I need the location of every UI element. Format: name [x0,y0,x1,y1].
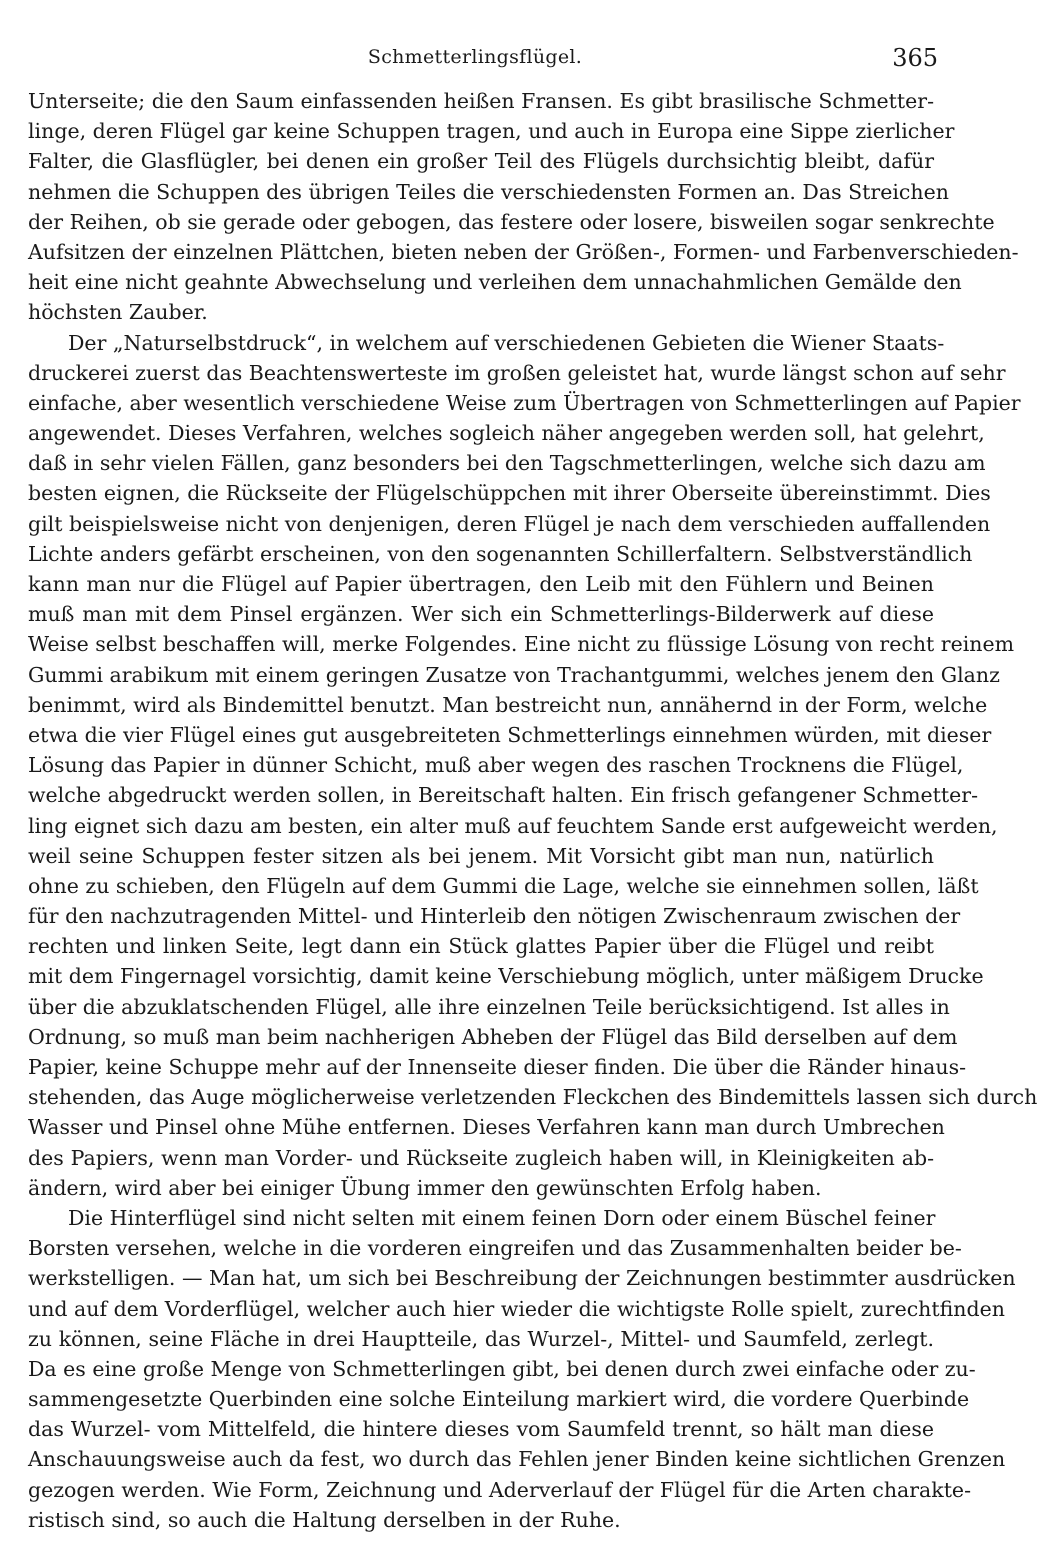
text-line: Die Hinterflügel sind nicht selten mit einem feinen Dorn oder einem Büschel feiner [68,1205,936,1230]
text-line: etwa die vier Flügel eines gut ausgebreiteten Schmetterlings einnehmen würden, mit dieser [28,722,992,747]
text-line: Lichte anders gefärbt erscheinen, von den sogenannten Schillerfaltern. Selbstverständlich [28,541,973,566]
text-line: Unterseite; die den Saum einfassenden heißen Fransen. Es gibt brasilische Schmetter- [28,89,934,113]
text-line: Weise selbst beschaffen will, merke Folgendes. Eine nicht zu flüssige Lösung von recht reinem [28,632,1015,657]
text-line: werkstelligen. — Man hat, um sich bei Beschreibung der Zeichnungen bestimmter ausdrücken [28,1266,1016,1291]
text-line: zu können, seine Fläche in drei Hauptteile, das Wurzel-, Mittel- und Saumfeld, zerlegt. [28,1326,934,1351]
text-line: stehenden, das Auge möglicherweise verletzenden Fleckchen des Bindemittels lassen sich durch [28,1085,1037,1110]
text-line: linge, deren Flügel gar keine Schuppen tragen, und auch in Europa eine Sippe zierlicher [28,119,955,144]
text-line: Der „Naturselbstdruck“, in welchem auf verschiedenen Gebieten die Wiener Staats- [68,330,945,355]
paragraph [28,328,1037,1203]
text-line: rechten und linken Seite, legt dann ein Stück glattes Papier über die Flügel und reibt [28,934,934,959]
running-head [0,44,950,74]
text-line: Anschauungsweise auch da fest, wo durch das Fehlen jener Binden keine sichtlichen Grenzen [28,1447,1006,1472]
text-line: Aufsitzen der einzelnen Plättchen, bieten neben der Größen-, Formen- und Farbenverschieden- [28,239,1019,264]
text-line: Wasser und Pinsel ohne Mühe entfernen. Dieses Verfahren kann man durch Umbrechen [28,1115,945,1140]
body-text [28,86,1037,1535]
text-line: das Wurzel- vom Mittelfeld, die hintere dieses vom Saumfeld trennt, so hält man diese [28,1417,934,1442]
text-line: nehmen die Schuppen des übrigen Teiles die verschiedensten Formen an. Das Streichen [28,179,949,204]
text-line: ändern, wird aber bei einiger Übung immer den gewünschten Erfolg haben. [28,1175,822,1200]
text-line: über die abzuklatschenden Flügel, alle ihre einzelnen Teile berücksichtigend. Ist alles in [28,994,950,1019]
text-line: Falter, die Glasflügler, bei denen ein großer Teil des Flügels durchsichtig bleibt, dafür [28,149,934,174]
text-line: des Papiers, wenn man Vorder- und Rückseite zugleich haben will, in Kleinigkeiten ab- [28,1145,934,1170]
text-line: muß man mit dem Pinsel ergänzen. Wer sich ein Schmetterlings-Bilderwerk auf diese [28,602,934,627]
text-line: daß in sehr vielen Fällen, ganz besonders bei den Tagschmetterlingen, welche sich dazu am [28,451,986,476]
text-line: angewendet. Dieses Verfahren, welches sogleich näher angegeben werden soll, hat gelehrt, [28,421,985,446]
text-line: ling eignet sich dazu am besten, ein alter muß auf feuchtem Sande erst aufgeweicht werden, [28,813,998,838]
text-line: druckerei zuerst das Beachtenswerteste im großen geleistet hat, wurde längst schon auf sehr [28,360,1006,385]
page-number: 365 [892,44,938,72]
text-line: einfache, aber wesentlich verschiedene Weise zum Übertragen von Schmetterlingen auf Papier [28,390,1021,415]
text-line: benimmt, wird als Bindemittel benutzt. Man bestreicht nun, annähernd in der Form, welche [28,692,988,717]
text-line: heit eine nicht geahnte Abwechselung und verleihen dem unnachahmlichen Gemälde den [28,270,962,295]
text-line: weil seine Schuppen fester sitzen als bei jenem. Mit Vorsicht gibt man nun, natürlich [28,843,934,868]
text-line: Papier, keine Schuppe mehr auf der Innenseite dieser finden. Die über die Ränder hinaus- [28,1055,967,1079]
running-head-title: Schmetterlingsflügel. [367,46,583,68]
text-line: der Reihen, ob sie gerade oder gebogen, das festere oder losere, bisweilen sogar senkrechte [28,209,995,234]
paragraph [28,1203,1016,1535]
text-line: gezogen werden. Wie Form, Zeichnung und Aderverlauf der Flügel für die Arten charakte- [28,1477,971,1502]
text-line: Da es eine große Menge von Schmetterlingen gibt, bei denen durch zwei einfache oder zu- [28,1356,976,1381]
text-line: Lösung das Papier in dünner Schicht, muß aber wegen des raschen Trocknens die Flügel, [28,753,964,778]
text-line: Gummi arabikum mit einem geringen Zusatze von Trachantgummi, welches jenem den Glanz [28,662,1000,687]
text-line: besten eignen, die Rückseite der Flügelschüppchen mit ihrer Oberseite übereinstimmt. Dies [28,481,991,506]
text-line: gilt beispielsweise nicht von denjenigen, deren Flügel je nach dem verschieden auffallenden [28,511,991,536]
text-line: sammengesetzte Querbinden eine solche Einteilung markiert wird, die vordere Querbinde [28,1387,970,1412]
text-line: welche abgedruckt werden sollen, in Bereitschaft halten. Ein frisch gefangener Schmetter- [28,783,979,808]
text-line: ristisch sind, so auch die Haltung derselben in der Ruhe. [28,1507,621,1532]
text-line: Borsten versehen, welche in die vorderen eingreifen und das Zusammenhalten beider be- [28,1236,962,1261]
text-line: höchsten Zauber. [28,300,208,325]
paragraph [28,86,1019,328]
text-line: mit dem Fingernagel vorsichtig, damit keine Verschiebung möglich, unter mäßigem Drucke [28,964,984,989]
text-line: für den nachzutragenden Mittel- und Hinterleib den nötigen Zwischenraum zwischen der [28,904,961,929]
text-line: kann man nur die Flügel auf Papier übertragen, den Leib mit den Fühlern und Beinen [28,572,934,596]
text-line: Ordnung, so muß man beim nachherigen Abheben der Flügel das Bild derselben auf dem [28,1024,958,1049]
text-line: und auf dem Vorderflügel, welcher auch hier wieder die wichtigste Rolle spielt, zurechtfinden [28,1296,1005,1321]
text-line: ohne zu schieben, den Flügeln auf dem Gummi die Lage, welche sie einnehmen sollen, läßt [28,873,979,898]
